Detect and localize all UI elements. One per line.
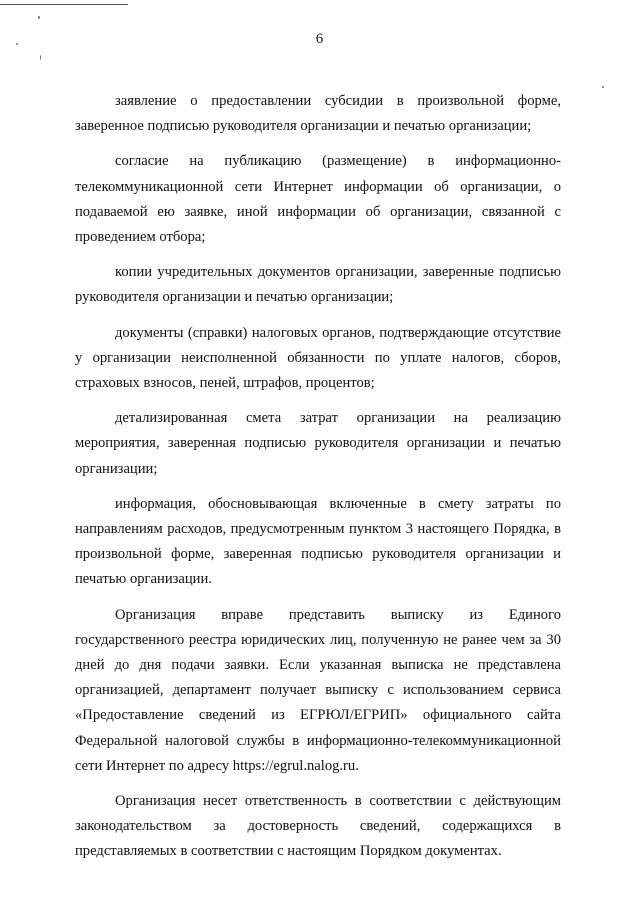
paragraph-tax-certificates: документы (справки) налоговых органов, подтверждающие отсутствие у организации неисполненной обязанности по уплате налогов, сборов, страховых взносов, пеней, штрафов, процентов; bbox=[75, 324, 561, 392]
page-number: 6 bbox=[315, 31, 324, 47]
paragraph-application: заявление о предоставлении субсидии в произвольной форме, заверенное подписью руководителя организации и печатью организации; bbox=[75, 93, 561, 135]
paragraph-founding-documents: копии учредительных документов организации, заверенные подписью руководителя организации и печатью организации; bbox=[75, 264, 561, 306]
scan-top-line bbox=[0, 4, 128, 5]
paragraph-consent: согласие на публикацию (размещение) в информационно-телекоммуникационной сети Интернет информации об организации, о подаваемой ею заявке, иной информации об организации, связанной с проведением отбора; bbox=[75, 153, 561, 246]
scan-speck bbox=[602, 86, 604, 88]
paragraph-justification: информация, обосновывающая включенные в смету затраты по направлениям расходов, предусмотренным пунктом 3 настоящего Порядка, в произвольной форме, заверенная подписью руководителя организации и печатью организации. bbox=[75, 495, 561, 588]
paragraph-registry-extract: Организация вправе представить выписку из Единого государственного реестра юридических лиц, полученную не ранее чем за 30 дней до дня подачи заявки. Если указанная выписка не представлена организацией, департамент получает выписку с использованием сервиса «Предоставление сведений из ЕГРЮЛ/ЕГРИП» официального сайта Федеральной налоговой службы в информационно-телекоммуникационной сети Интернет по адресу https://egrul.nalog.ru. bbox=[75, 606, 561, 774]
scan-speck bbox=[40, 55, 41, 60]
paragraph-cost-estimate: детализированная смета затрат организации на реализацию мероприятия, заверенная подписью руководителя организации и печатью организации; bbox=[75, 410, 561, 477]
document-body bbox=[75, 89, 561, 865]
paragraph-responsibility: Организация несет ответственность в соответствии с действующим законодательством за достоверность сведений, содержащихся в представляемых в соответствии с настоящим Порядком документах. bbox=[75, 793, 561, 860]
scan-speck bbox=[38, 16, 40, 19]
